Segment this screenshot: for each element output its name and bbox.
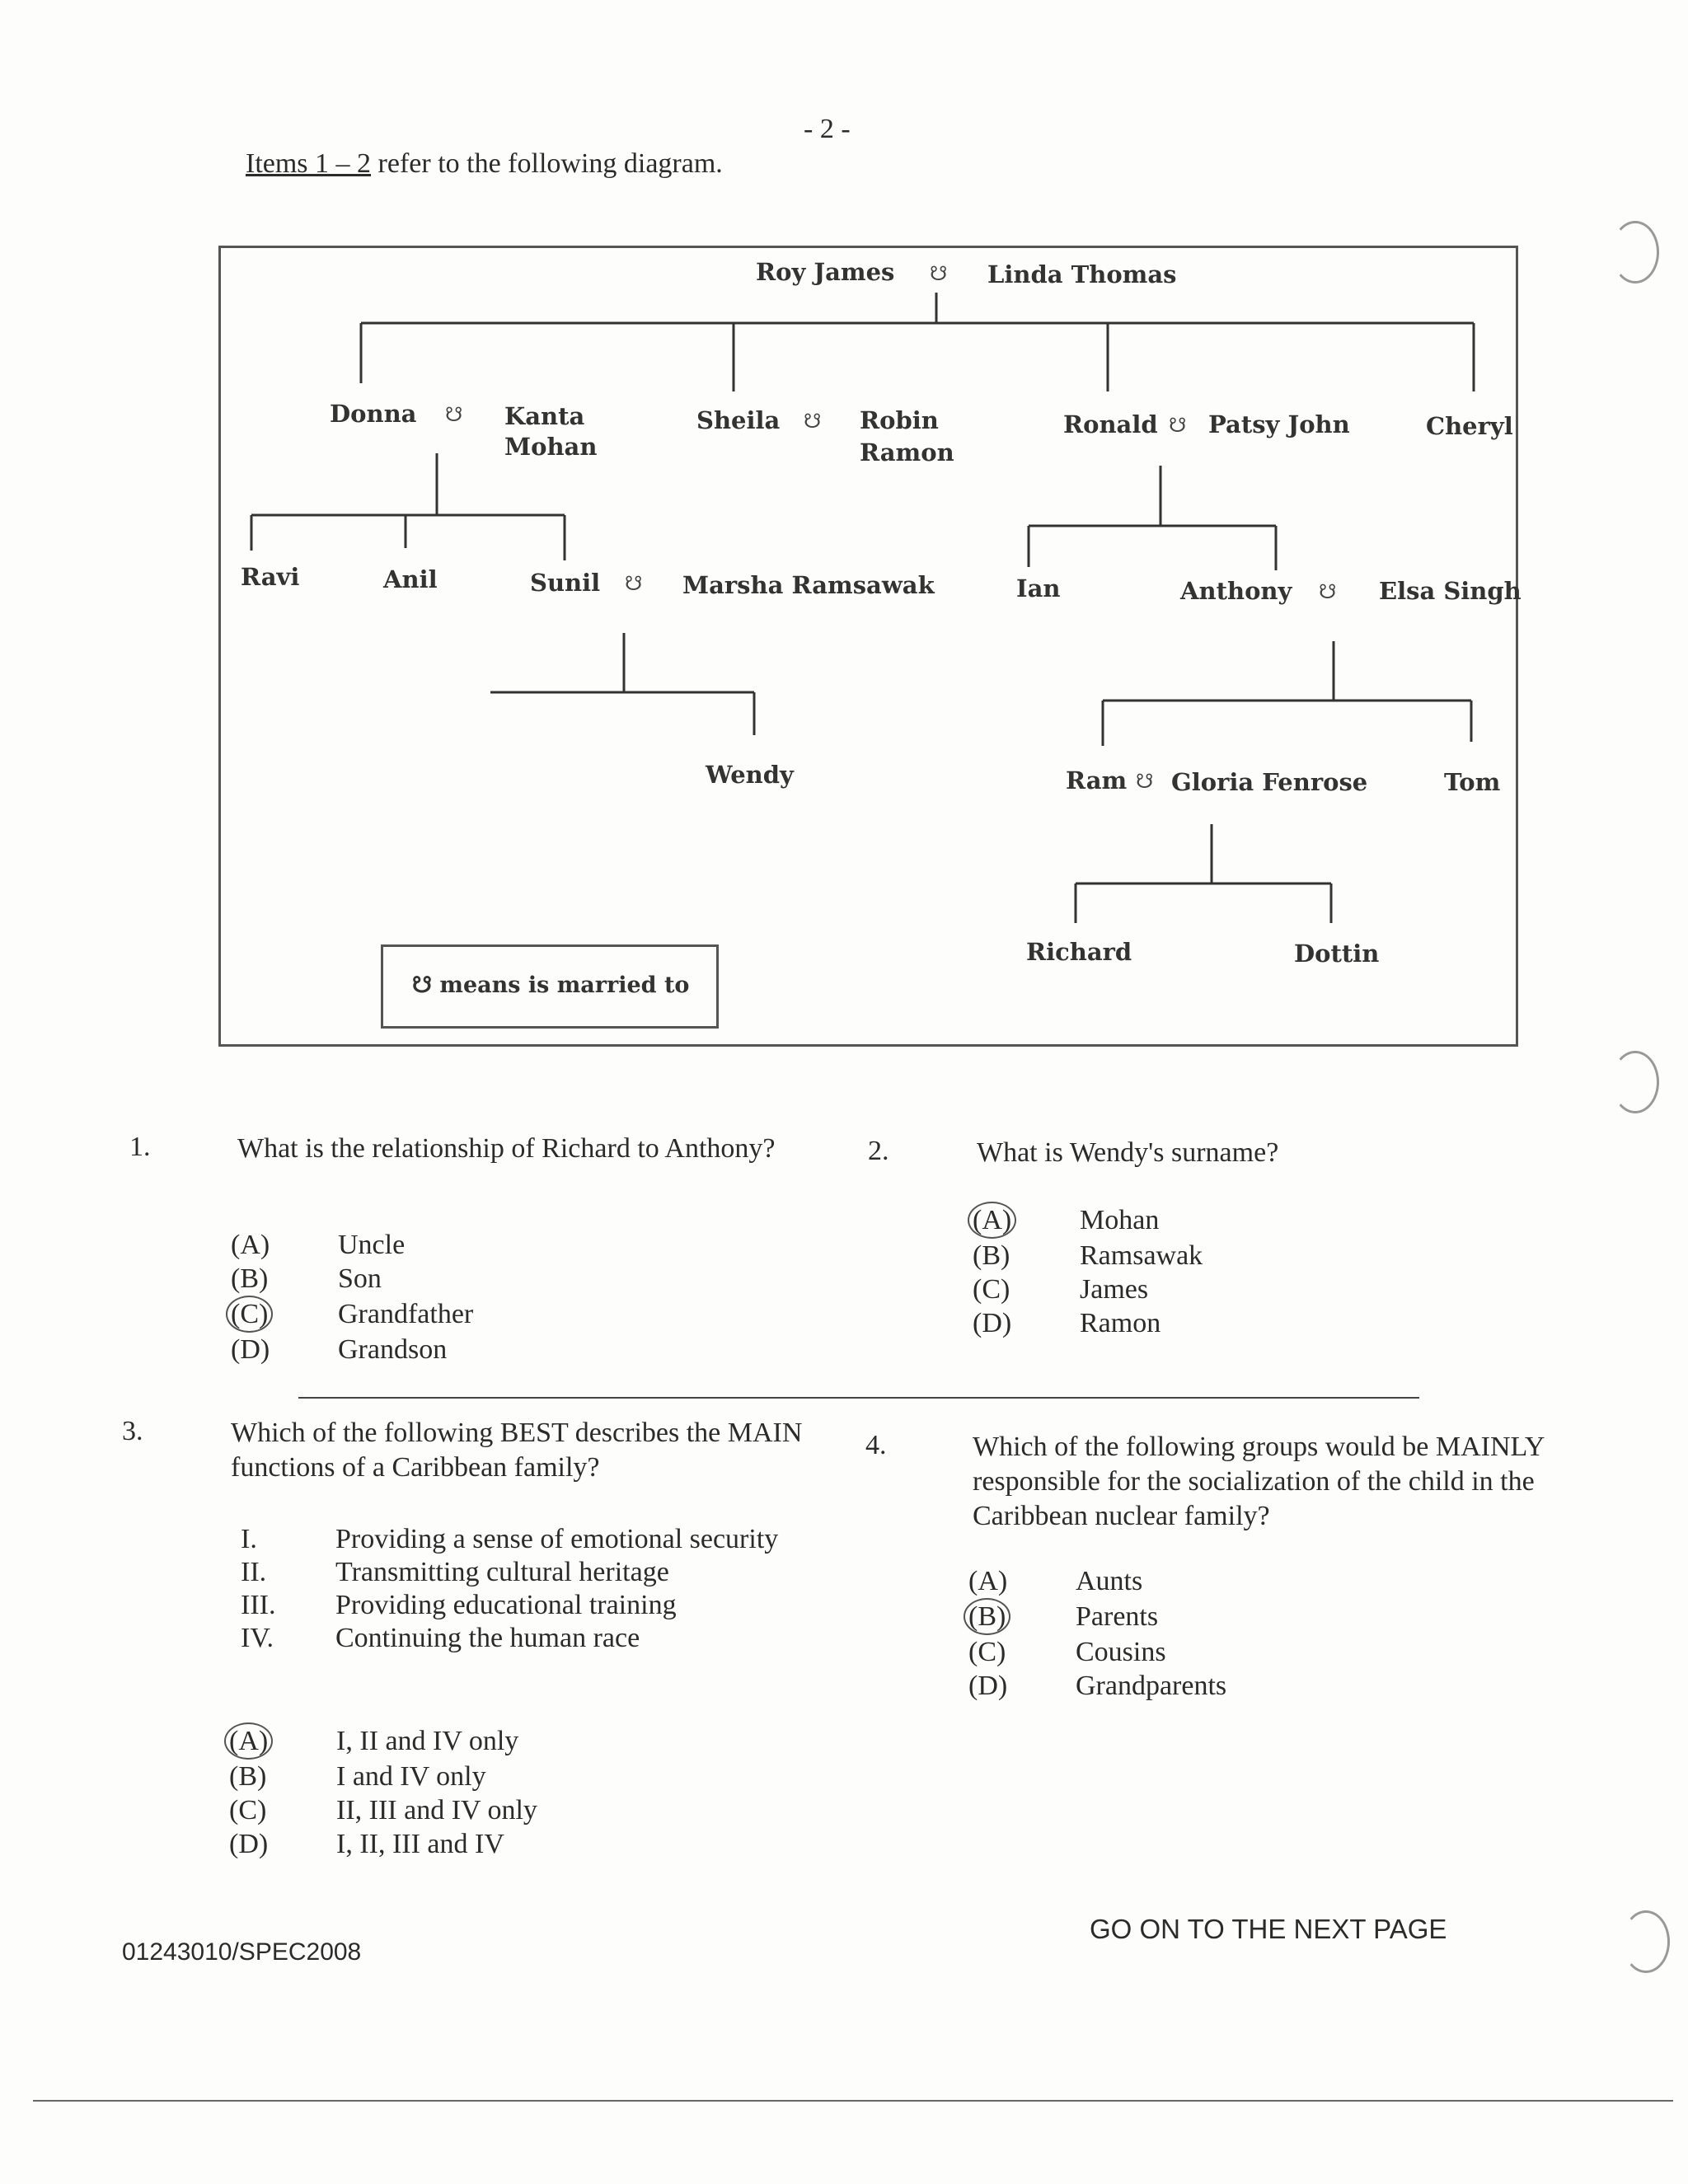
question-4-number: 4. <box>865 1430 887 1460</box>
option-text: Cousins <box>1076 1637 1166 1667</box>
person-anthony: Anthony <box>1180 577 1292 605</box>
option-letter: (B) <box>229 1761 267 1792</box>
intro-rest: refer to the following diagram. <box>371 148 723 179</box>
option[interactable] <box>231 1333 473 1366</box>
married-symbol: ☋ <box>1136 770 1154 793</box>
option[interactable] <box>968 1564 1226 1598</box>
question-4-options <box>968 1564 1226 1703</box>
person-anil: Anil <box>383 565 438 593</box>
option-letter: (C) <box>973 1274 1010 1305</box>
option-letter: (A) <box>231 1230 270 1260</box>
person-richard: Richard <box>1026 938 1132 966</box>
option[interactable] <box>229 1722 537 1760</box>
person-dottin: Dottin <box>1294 940 1380 968</box>
option[interactable] <box>231 1228 473 1262</box>
question-1-text: What is the relationship of Richard to Anthony? <box>237 1133 776 1164</box>
option-text: Parents <box>1076 1601 1159 1632</box>
option-text: Son <box>338 1263 382 1294</box>
punch-hole-icon <box>1611 1051 1659 1113</box>
option[interactable] <box>973 1272 1203 1306</box>
statement-numeral: I. <box>241 1524 257 1554</box>
next-page-notice: GO ON TO THE NEXT PAGE <box>1090 1914 1447 1944</box>
option-letter: (C) <box>968 1637 1006 1667</box>
option-letter: (D) <box>231 1334 270 1365</box>
option-letter: (D) <box>229 1829 269 1859</box>
question-2-options <box>973 1202 1203 1340</box>
circled-answer-mark: (C) <box>226 1296 273 1333</box>
person-tom: Tom <box>1444 768 1501 796</box>
option-letter <box>973 1202 1080 1239</box>
option[interactable] <box>968 1598 1226 1635</box>
question-3-text: Which of the following BEST describes the MAIN functions of a Caribbean family? <box>231 1418 803 1483</box>
married-symbol: ☋ <box>445 403 463 426</box>
option-text: Aunts <box>1076 1566 1143 1596</box>
page-number: - 2 - <box>804 114 851 144</box>
legend-text: ☋ means is married to <box>412 972 690 998</box>
person-roy-james: Roy James <box>756 258 895 286</box>
person-ian: Ian <box>1016 574 1061 602</box>
circled-answer-mark: (A) <box>224 1722 273 1760</box>
option-text: Ramon <box>1080 1308 1161 1338</box>
statement-numeral: III. <box>241 1590 276 1620</box>
intro-items-ref: Items 1 – 2 <box>246 148 372 179</box>
option[interactable] <box>968 1635 1226 1669</box>
option[interactable] <box>973 1306 1203 1340</box>
option[interactable] <box>231 1262 473 1296</box>
punch-hole-icon <box>1622 1910 1670 1973</box>
person-linda-thomas: Linda Thomas <box>987 260 1177 288</box>
married-symbol: ☋ <box>930 262 948 285</box>
question-1-options <box>231 1228 473 1366</box>
option[interactable] <box>968 1669 1226 1703</box>
statement <box>241 1622 818 1655</box>
person-robin-ramon-line2: Ramon <box>860 438 954 466</box>
question-3-options <box>229 1722 537 1861</box>
statement-numeral: IV. <box>241 1623 274 1653</box>
option-letter <box>231 1296 338 1333</box>
statement <box>241 1556 818 1589</box>
question-3-statements <box>241 1523 818 1655</box>
option-letter: (B) <box>231 1263 269 1294</box>
section-divider <box>298 1397 1419 1399</box>
option-text: James <box>1080 1274 1149 1305</box>
person-kanta-mohan-line2: Mohan <box>504 433 598 461</box>
married-symbol: ☋ <box>1319 580 1337 603</box>
statement-text: Providing educational training <box>335 1590 677 1620</box>
person-wendy: Wendy <box>706 761 794 789</box>
option-text: I and IV only <box>336 1761 486 1792</box>
question-4-text: Which of the following groups would be MAINLY responsible for the socialization of the child in the Caribbean nuclear family? <box>973 1432 1545 1531</box>
question-2-number: 2. <box>868 1136 889 1166</box>
option-text: Mohan <box>1080 1205 1160 1235</box>
person-kanta-mohan-line1: Kanta <box>504 402 585 430</box>
question-1-number: 1. <box>129 1132 151 1162</box>
option-text: Grandfather <box>338 1299 474 1329</box>
option[interactable] <box>973 1202 1203 1239</box>
option[interactable] <box>229 1760 537 1793</box>
option-text: II, III and IV only <box>336 1795 537 1825</box>
option-text: I, II, III and IV <box>336 1829 504 1859</box>
option[interactable] <box>973 1239 1203 1272</box>
person-donna: Donna <box>330 400 417 428</box>
option-letter: (D) <box>973 1308 1012 1338</box>
option-text: Grandson <box>338 1334 448 1365</box>
person-sheila: Sheila <box>696 406 781 434</box>
option[interactable] <box>229 1793 537 1827</box>
statement-text: Transmitting cultural heritage <box>335 1557 669 1587</box>
option-letter: (D) <box>968 1671 1008 1701</box>
option[interactable] <box>231 1296 473 1333</box>
statement-text: Providing a sense of emotional security <box>335 1524 779 1554</box>
option-letter: (C) <box>229 1795 267 1825</box>
circled-answer-mark: (B) <box>964 1598 1010 1635</box>
person-cheryl: Cheryl <box>1426 412 1513 440</box>
option[interactable] <box>229 1827 537 1861</box>
option-letter <box>229 1722 336 1760</box>
option-letter <box>968 1598 1076 1635</box>
option-letter: (B) <box>973 1240 1010 1271</box>
punch-hole-icon <box>1611 221 1659 284</box>
question-2-text: What is Wendy's surname? <box>977 1137 1279 1168</box>
married-symbol: ☋ <box>804 410 822 433</box>
option-text: Grandparents <box>1076 1671 1227 1701</box>
person-ram: Ram <box>1066 766 1128 794</box>
option-text: Ramsawak <box>1080 1240 1203 1271</box>
person-gloria-fenrose: Gloria Fenrose <box>1171 768 1368 796</box>
statement-text: Continuing the human race <box>335 1623 640 1653</box>
bottom-rule <box>33 2100 1673 2102</box>
person-elsa-singh: Elsa Singh <box>1379 577 1522 605</box>
circled-answer-mark: (A) <box>968 1202 1016 1239</box>
person-ravi: Ravi <box>241 563 300 591</box>
married-symbol: ☋ <box>1169 414 1187 437</box>
person-patsy-john: Patsy John <box>1208 410 1350 438</box>
statement <box>241 1523 818 1556</box>
person-ronald: Ronald <box>1063 410 1158 438</box>
option-letter: (A) <box>968 1566 1008 1596</box>
option-text: I, II and IV only <box>336 1726 519 1756</box>
married-symbol: ☋ <box>625 572 643 595</box>
option-text: Uncle <box>338 1230 406 1260</box>
person-marsha-ramsawak: Marsha Ramsawak <box>682 571 935 599</box>
statement <box>241 1589 818 1622</box>
person-robin-ramon-line1: Robin <box>860 406 939 434</box>
statement-numeral: II. <box>241 1557 267 1587</box>
document-code: 01243010/SPEC2008 <box>122 1938 362 1966</box>
question-3-number: 3. <box>122 1416 143 1446</box>
person-sunil: Sunil <box>530 569 601 597</box>
